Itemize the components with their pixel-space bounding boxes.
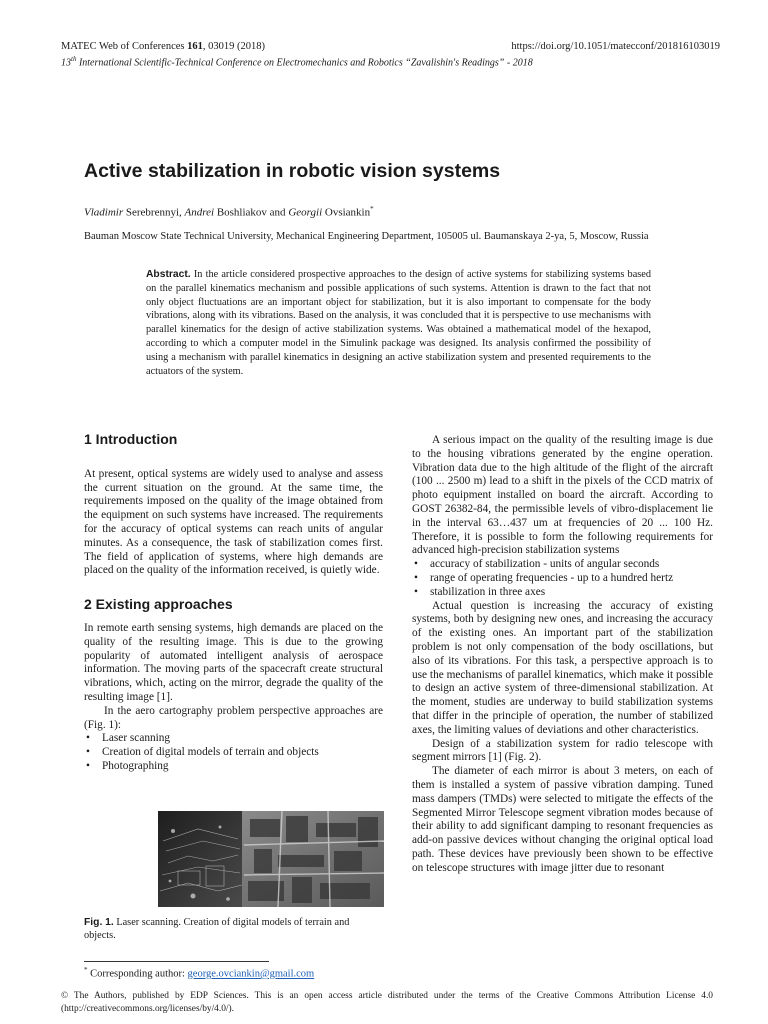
- right-paragraph-1: A serious impact on the quality of the resulting image is due to the housing vibrations generated by the engine operation. Vibration data due to the high altitude of the flight of the aircraft (100 ... 2500 m) lead to a shift in the pixels of the CCD matrix of photo equipment installed on board the aircraft. According to GOST 26382-84, the permissible levels of vibro-displacement lie in the interval 63…437 um at frequencies of 20 ... 100 Hz. Therefore, it is possible to form the following requirements for advanced high-precision stabilization systems: [412, 434, 713, 557]
- footnote-rule: [84, 961, 269, 962]
- license-notice: © The Authors, published by EDP Sciences. This is an open access article distributed under the terms of the Creative Commons Attribution License 4.0 (http://creativecommons.org/licenses/by/4.0/).: [61, 991, 713, 1014]
- list-item: • Photographing: [84, 760, 383, 774]
- section-heading-existing-approaches: 2 Existing approaches: [84, 596, 233, 613]
- list-item: • Laser scanning: [84, 732, 383, 746]
- figure-label: Fig. 1.: [84, 917, 114, 928]
- figure-1-caption: Fig. 1. Laser scanning. Creation of digital models of terrain and objects.: [84, 917, 350, 941]
- author-email-link[interactable]: george.ovciankin@gmail.com: [187, 968, 315, 980]
- requirements-list: [412, 558, 713, 599]
- footnote: * Corresponding author: george.ovciankin@gmail.com: [84, 966, 315, 980]
- figure-1: [158, 811, 384, 907]
- list-item: • Creation of digital models of terrain and objects: [84, 746, 383, 760]
- abstract: [146, 268, 651, 378]
- affiliation: Bauman Moscow State Technical University, Mechanical Engineering Department, 105005 ul. Baumanskaya 2-ya, 5, Moscow, Russia: [84, 231, 649, 242]
- existing-paragraph-2: In the aero cartography problem perspective approaches are (Fig. 1):: [84, 704, 383, 731]
- conference-line: 13th International Scientific-Technical Conference on Electromechanics and Robotics “Zavalishin's Readings” - 2018: [61, 55, 533, 69]
- right-paragraph-3: Design of a stabilization system for radio telescope with segment mirrors [1] (Fig. 2).: [412, 737, 713, 764]
- list-item: • range of operating frequencies - up to a hundred hertz: [412, 572, 713, 586]
- author-list: Vladimir Serebrennyi, Andrei Boshliakov and Georgii Ovsiankin*: [84, 205, 374, 219]
- approach-list: [84, 732, 383, 773]
- list-item: • accuracy of stabilization - units of angular seconds: [412, 558, 713, 572]
- right-paragraph-2: Actual question is increasing the accuracy of existing systems, both by designing new ones, and increasing the accuracy of the existing ones. An important part of the stabilization problem is not only compensation of the body oscillations, but also of its vibrations. For this task, a perspective approach is to use the mechanisms of parallel kinematics, which make it possible to design an active system of three-dimensional stabilization. At the moment, studies are underway to build stabilization systems that differ in the principle of operation, the number of stabilized axes, the limiting values of deviations and other characteristics.: [412, 599, 713, 736]
- abstract-text: In the article considered prospective approaches to the design of active systems for stabilizing systems based on the parallel kinematics mechanism and possible applications of such systems. Attention is drawn to the fact that not only object fluctuations are an important object for stabilization, but it is also important to compensate for the body vibrations, along with its vibrations. Based on the analysis, it was concluded that it is perspective to use mechanisms with parallel kinematics for the design of active stabilization systems. Was obtained a mathematical model of the hexapod, according to which a computer model in the Simulink package was designed. Its analysis confirmed the possibility of using a mechanism with parallel kinematics in designing an active stabilization system and presented requirements to the actuators of the system.: [146, 269, 651, 377]
- existing-paragraph-1: In remote earth sensing systems, high demands are placed on the quality of the resulting image. This is due to the growing popularity of automated intelligent analysis of aerospace information. The moving parts of the spacecraft create structural vibrations, which, acting on the mirror, degrade the quality of the resulting image [1].: [84, 621, 383, 703]
- doi-link[interactable]: https://doi.org/10.1051/matecconf/201816103019: [511, 41, 720, 52]
- list-item: • stabilization in three axes: [412, 586, 713, 600]
- corresponding-mark: *: [370, 205, 374, 213]
- journal-citation: [61, 40, 265, 53]
- journal-volume: 161: [187, 41, 203, 52]
- intro-paragraph: At present, optical systems are widely used to analyse and assess the current situation on the ground. At the same time, the requirements imposed on the quality of the image obtained from the equipment on such systems have increased. The requirements for the accuracy of optical systems can reach units of angular minutes. As a consequence, the task of stabilization comes first. The field of application of systems, where high demands are placed on the quality of the information received, is quietly wide.: [84, 467, 383, 577]
- figure-1-image: [158, 811, 384, 907]
- right-paragraph-4: The diameter of each mirror is about 3 meters, on each of them is installed a system of passive vibration damping. Tuned mass dampers (TMDs) were selected to mitigate the effects of the Segmented Mirror Telescope segment vibration modes because of their ability to add significant damping to resonant frequencies as add-on passive devices without changing the original optical load path. These devices have previously been shown to be effective on telescope structures with image jitter due to resonant: [412, 765, 713, 874]
- right-column: [412, 434, 713, 876]
- paper-title: Active stabilization in robotic vision systems: [84, 160, 501, 182]
- section-heading-introduction: 1 Introduction: [84, 431, 178, 447]
- abstract-label: Abstract.: [146, 269, 191, 280]
- article-info: , 03019 (2018): [202, 41, 265, 52]
- journal-name: MATEC Web of Conferences: [61, 41, 188, 52]
- left-column: [84, 433, 383, 774]
